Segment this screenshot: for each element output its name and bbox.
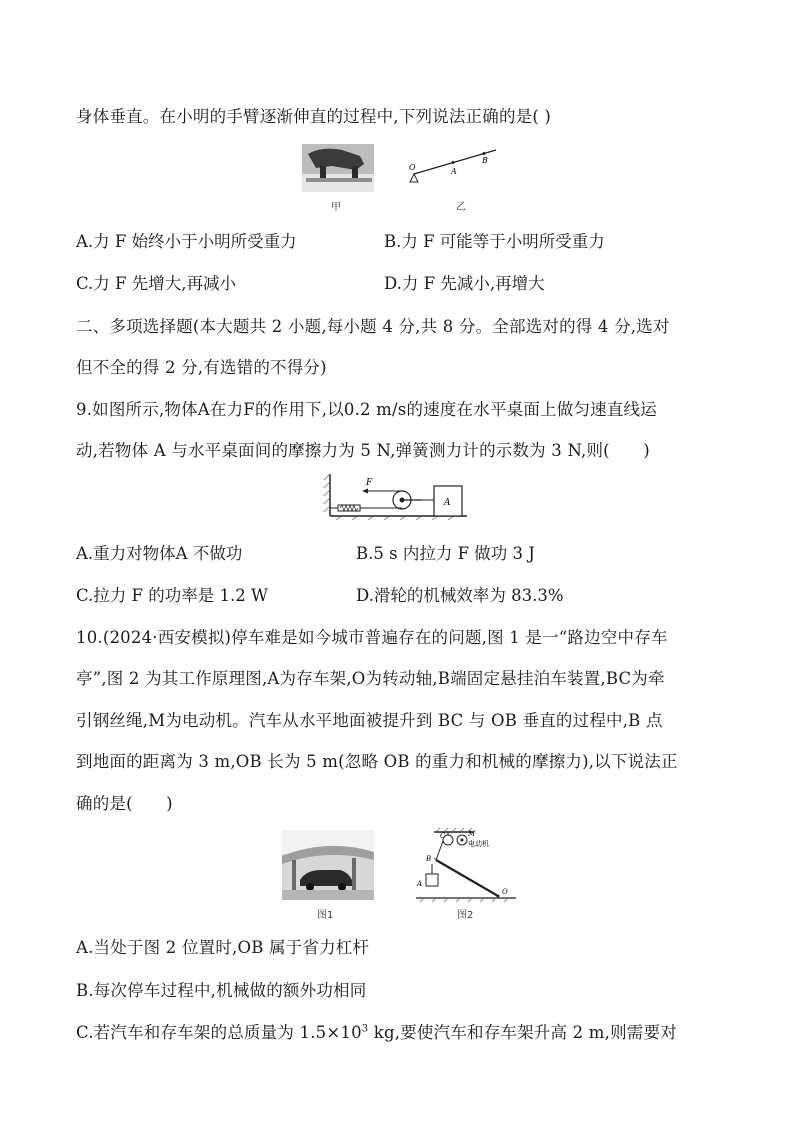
q10-figure2-caption: 图2	[457, 910, 474, 921]
q10-figure1-caption: 图1	[317, 910, 334, 921]
q8-figure-yi-diagram	[406, 146, 502, 188]
rope-bc	[436, 841, 443, 860]
q8-figure-jia-photo	[302, 144, 374, 192]
q8-option-b[interactable]: B.力 F 可能等于小明所受重力	[384, 232, 605, 251]
q10-stem-line1: 10.(2024·西安模拟)停车难是如今城市普遍存在的问题,图 1 是一“路边空中存车	[76, 628, 668, 647]
point-b-dot	[483, 152, 486, 155]
q10-option-b[interactable]: B.每次停车过程中,机械做的额外功相同	[76, 981, 367, 1000]
q8-option-d[interactable]: D.力 F 先减小,再增大	[384, 274, 545, 293]
q9-option-b[interactable]: B.5 s 内拉力 F 做功 3 J	[356, 544, 535, 563]
q8-option-a[interactable]: A.力 F 始终小于小明所受重力	[76, 232, 297, 251]
force-arrow	[362, 489, 368, 494]
q8-option-c[interactable]: C.力 F 先增大,再减小	[76, 274, 236, 293]
car-frame-a	[426, 874, 438, 886]
label-c: C	[440, 832, 446, 840]
q10-stem-line2: 亭”,图 2 为其工作原理图,A为存车架,O为转动轴,B端固定悬挂泊车装置,BC为牵	[76, 669, 665, 688]
q10-figure2-diagram	[412, 826, 518, 904]
bar-ob	[436, 860, 498, 896]
q10-option-a[interactable]: A.当处于图 2 位置时,OB 属于省力杠杆	[76, 938, 370, 957]
point-a-dot	[452, 161, 455, 164]
wall-hatch	[324, 474, 330, 512]
label-m: M	[468, 830, 476, 838]
q10-option-c[interactable]	[76, 1022, 677, 1044]
label-o: O	[502, 888, 508, 896]
q10-stem-line5: 确的是( )	[76, 794, 173, 813]
q9-option-c[interactable]: C.拉力 F 的功率是 1.2 W	[76, 586, 268, 605]
q9-stem-line1: 9.如图所示,物体A在力F的作用下,以0.2 m/s的速度在水平桌面上做匀速直线运	[76, 400, 657, 419]
q9-option-d[interactable]: D.滑轮的机械效率为 83.3%	[356, 586, 564, 605]
q8-stem-tail: 身体垂直。在小明的手臂逐渐伸直的过程中,下列说法正确的是( )	[76, 107, 552, 126]
q9-figure	[322, 470, 472, 520]
q9-option-a[interactable]: A.重力对物体A 不做功	[76, 544, 243, 563]
pivot-triangle	[410, 174, 418, 182]
q10-option-c-text-tail: kg,要使汽车和存车架升高 2 m,则需要对	[368, 1023, 677, 1042]
q8-figure-yi-caption: 乙	[456, 202, 466, 213]
q10-option-c-text: C.若汽车和存车架的总质量为 1.5×10	[76, 1023, 362, 1042]
q8-figure-jia-caption: 甲	[331, 202, 341, 213]
label-block-a: A	[444, 498, 451, 508]
label-a: A	[451, 167, 457, 176]
q10-figure1-photo	[282, 830, 374, 900]
section2-heading-line2: 但不全的得 2 分,有选错的不得分)	[76, 358, 327, 377]
label-f: F	[366, 478, 373, 488]
q10-option-c-exponent: 3	[361, 1023, 369, 1035]
q10-stem-line4: 到地面的距离为 3 m,OB 长为 5 m(忽略 OB 的重力和机械的摩擦力),以下说法正	[76, 752, 678, 771]
label-o: O	[409, 163, 416, 172]
label-b: B	[482, 156, 488, 165]
q9-stem-line2: 动,若物体 A 与水平桌面间的摩擦力为 5 N,弹簧测力计的示数为 3 N,则( )	[76, 441, 650, 460]
section2-heading-line1: 二、多项选择题(本大题共 2 小题,每小题 4 分,共 8 分。全部选对的得 4 分,选对	[76, 317, 670, 336]
label-motor: 电动机	[468, 840, 489, 848]
label-a: A	[417, 880, 423, 888]
q10-stem-line3: 引钢丝绳,M为电动机。汽车从水平地面被提升到 BC 与 OB 垂直的过程中,B 点	[76, 711, 663, 730]
label-b: B	[426, 855, 432, 863]
